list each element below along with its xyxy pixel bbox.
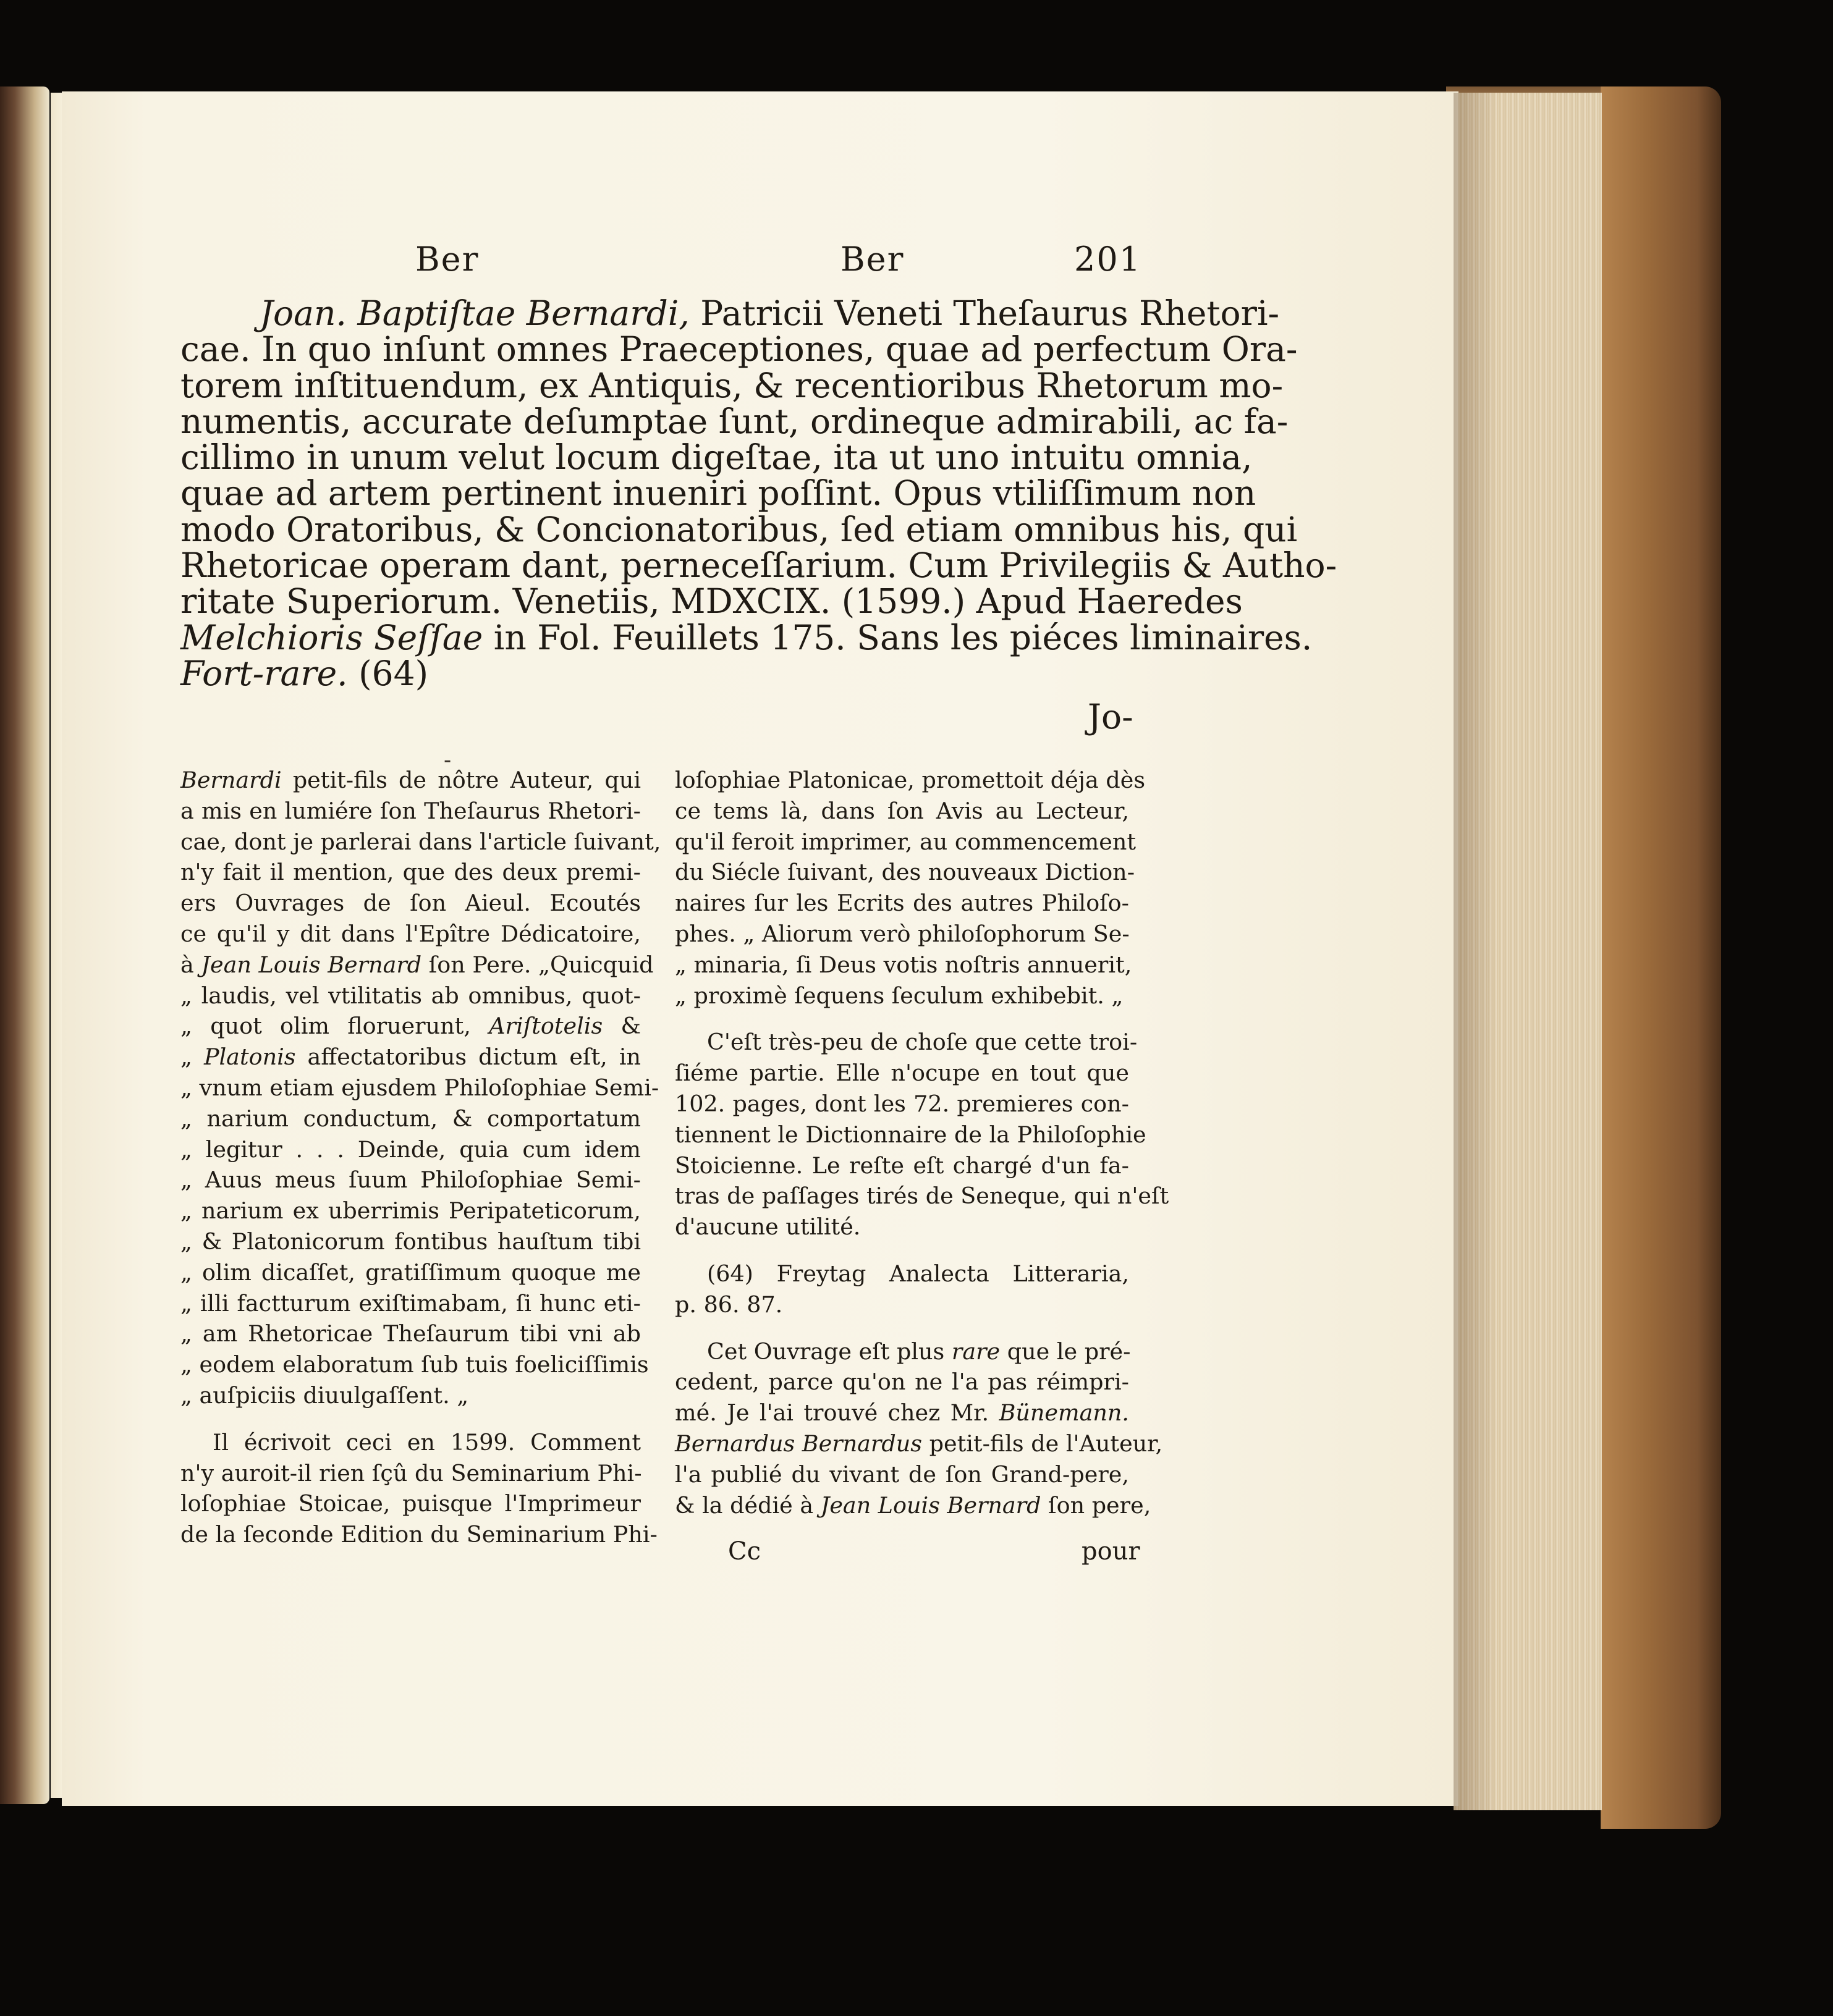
text-run: ſiéme partie. Elle n'ocupe en tout que [675,1060,1129,1087]
column-line [180,1427,641,1458]
italic-text: Bünemann. [999,1399,1129,1427]
column-line [675,1490,1151,1521]
text-run: „ am Rhetoricae Theſaurum tibi vni ab [180,1320,641,1348]
text-run: modo Oratoribus, & Concionatoribus, ſed etiam omnibus his, qui [180,509,1298,549]
column-line [180,857,641,888]
text-run: p. 86. 87. [675,1291,783,1318]
text-run: Rhetoricae operam dant, perneceſſarium. Cum Privilegiis & Autho- [180,546,1337,586]
column-line [675,1398,1129,1428]
column-line [180,1488,641,1519]
text-run: quae ad artem pertinent inueniri poſſint. Opus vtiliſſimum non [180,473,1256,513]
text-run: n'y auroit-il rien ſçû du Seminarium Phi- [180,1459,642,1487]
column-line [180,1288,641,1319]
text-run: à [180,951,201,978]
column-line [675,1150,1129,1181]
italic-text: Bernardi [180,767,282,793]
main-entry-line [180,329,1298,369]
column-line [675,888,1129,919]
column-line [675,1181,1169,1212]
column-line [180,1134,641,1165]
text-run: „ [180,1044,204,1071]
text-run: „ & Platonicorum fontibus hauſtum tibi [180,1228,641,1255]
text-run: tras de paſſages tirés de Seneque, qui n'eſt [675,1183,1169,1210]
text-run: numentis, accurate deſumptae ſunt, ordineque admirabili, ac fa- [180,401,1289,441]
text-run: affectatoribus dictum eſt, in [295,1044,641,1071]
paragraph-gap [675,1242,1129,1259]
main-entry-line [180,401,1289,441]
cover-board [1601,86,1721,1829]
text-run: n'y fait il mention, que des deux premi- [180,859,641,886]
text-run: loſophiae Platonicae, promettoit déja dès [675,767,1146,793]
text-run: „ quot olim floruerunt, [180,1013,489,1040]
text-run: ce tems là, dans ſon Avis au Lecteur, [675,797,1129,824]
text-run: (64) Freytag Analecta Litteraria, [707,1260,1129,1287]
column-line [675,765,1146,796]
text-run: Patricii Veneti Theſaurus Rhetori- [689,293,1280,333]
text-run: „ narium conductum, & comportatum [180,1105,641,1132]
column-line [675,1058,1129,1089]
column-line [675,919,1129,950]
text-run: ce qu'il y dit dans l'Epître Dédicatoire, [180,920,641,947]
text-run: „ Auus meus ſuum Philoſophiae Semi- [180,1166,641,1194]
column-line [180,950,654,981]
text-run: l'a publié du vivant de ſon Grand-pere, [675,1461,1129,1488]
signature-mark: Cc [728,1537,761,1566]
column-line [180,827,661,858]
text-run: Stoicienne. Le reſte eſt chargé d'un fa- [675,1152,1129,1179]
main-catchword: Jo- [1088,697,1133,736]
text-run: loſophiae Stoicae, puisque l'Imprimeur [180,1490,641,1517]
paragraph-gap [180,1411,641,1427]
text-run: a mis en lumiére ſon Theſaurus Rhetori- [180,797,641,824]
column-line [675,1289,1129,1320]
text-run: cae, dont je parlerai dans l'article ſuivant, [180,828,661,855]
bottom-catchword: pour [1082,1537,1140,1566]
text-run: 102. pages, dont les 72. premieres con- [675,1090,1129,1117]
text-run: „ minaria, ſi Deus votis noſtris annuerit, [675,951,1132,978]
column-line [180,1519,658,1550]
text-run: „ illi factturum exiſtimabam, ſi hunc eti- [180,1289,641,1317]
column-line [180,1380,641,1411]
text-run: cae. In quo inſunt omnes Praeceptiones, quae ad perfectum Ora- [180,329,1298,369]
paragraph-gap [675,1320,1129,1336]
column-line [180,1042,641,1073]
text-run: naires ſur les Ecrits des autres Philoſo- [675,890,1129,917]
column-line [180,1226,641,1257]
column-line [675,1367,1129,1398]
italic-text: Ariſtotelis [489,1013,603,1040]
column-line [180,1257,641,1288]
column-line [180,1165,641,1196]
main-entry-line [180,617,1313,657]
left-page-leaf [0,86,49,1804]
text-run: (64) [347,653,429,693]
column-line [180,888,641,919]
text-run: „ olim dicaſſet, gratiſſimum quoque me [180,1259,641,1286]
column-line [675,1212,1129,1242]
text-run: torem inſtituendum, ex Antiquis, & recentioribus Rhetorum mo- [180,365,1284,405]
text-run: ſon Pere. „Quicquid [421,951,654,978]
page-number: 201 [1074,240,1142,279]
text-run: petit-fils de nôtre Auteur, qui [281,767,641,793]
text-run: de la ſeconde Edition du Seminarium Phi- [180,1521,658,1548]
italic-text: Jean Louis Bernard [820,1491,1041,1519]
running-head-left: Ber [415,240,480,279]
main-entry-line [180,473,1256,513]
text-run: ſon pere, [1041,1491,1151,1519]
column-line [675,950,1132,981]
text-run: & la dédié à [675,1491,821,1519]
text-run: mé. Je l'ai trouvé chez Mr. [675,1399,999,1427]
text-run: petit-fils de l'Auteur, [922,1430,1163,1457]
text-run: C'eſt très-peu de choſe que cette troi- [707,1029,1138,1056]
main-entry-line [180,653,1133,693]
column-line [675,827,1137,858]
italic-text: Jean Louis Bernard [201,951,422,978]
column-line [675,1428,1163,1459]
text-run: „ eodem elaboratum ſub tuis foeliciſſimis [180,1351,649,1378]
main-entry-line [180,365,1284,405]
column-line [180,796,641,827]
text-run: Il écrivoit ceci en 1599. Comment [213,1428,641,1456]
text-run: phes. „ Aliorum verò philoſophorum Se- [675,920,1130,947]
italic-text: Bernardus Bernardus [675,1430,922,1457]
italic-text: rare [951,1338,1001,1365]
column-line [180,1011,641,1042]
main-entry-line [180,581,1243,622]
column-line [180,765,641,796]
column-line [180,1073,659,1103]
column-line [675,1336,1129,1367]
column-line [180,1458,641,1489]
column-line [675,981,1129,1011]
text-run: „ laudis, vel vtilitatis ab omnibus, quot- [180,982,641,1009]
paragraph-gap [675,1011,1129,1027]
text-run: Cet Ouvrage eſt plus [707,1338,952,1365]
column-line [675,857,1135,888]
column-line [675,1459,1129,1490]
text-run: cedent, parce qu'on ne l'a pas réimpri- [675,1369,1129,1396]
text-run: & [603,1013,641,1040]
main-entry-line [180,509,1298,549]
text-run: tiennent le Dictionnaire de la Philoſophie [675,1121,1146,1148]
text-run: „ legitur . . . Deinde, quia cum idem [180,1136,641,1163]
column-line [675,1027,1138,1058]
column-line [180,919,641,950]
right-footnote-column [675,765,1169,1520]
italic-text: Fort-rare. [180,653,348,693]
text-run: du Siécle ſuivant, des nouveaux Diction- [675,859,1135,886]
text-run: qu'il feroit imprimer, au commencement [675,828,1137,855]
main-entry-text [180,293,1337,693]
column-line [180,1196,641,1226]
text-run: „ narium ex uberrimis Peripateticorum, [180,1197,641,1225]
left-footnote-column [180,765,661,1550]
page-gutter-shadow [1454,93,1497,1810]
main-entry-line [180,437,1253,478]
text-run: cillimo in unum velut locum digeſtae, ita ut uno intuitu omnia, [180,437,1253,478]
italic-text: Joan. Baptiſtae Bernardi, [260,293,690,333]
column-line [675,796,1129,827]
text-run: „ auſpiciis diuulgaſſent. „ [180,1381,469,1409]
italic-text: Platonis [203,1044,296,1071]
main-entry-line [180,546,1337,586]
column-line [180,1349,649,1380]
column-line [180,1103,641,1134]
text-run: „ proximè ſequens ſeculum exhibebit. „ [675,982,1124,1009]
text-run: in Fol. Feuillets 175. Sans les piéces liminaires. [483,617,1313,657]
text-run: ers Ouvrages de ſon Aieul. Ecoutés [180,890,641,917]
text-run: ritate Superiorum. Venetiis, MDXCIX. (1599.) Apud Haeredes [180,581,1243,622]
main-entry-line [180,293,1280,333]
column-line [675,1120,1146,1150]
column-line [675,1259,1129,1289]
column-line [675,1089,1129,1120]
italic-text: Melchioris Seſſae [180,617,483,657]
section-divider: - [444,748,452,773]
text-run: d'aucune utilité. [675,1213,861,1241]
column-line [180,1318,641,1349]
running-head-center: Ber [840,240,905,279]
text-run: „ vnum etiam ejusdem Philoſophiae Semi- [180,1074,659,1101]
text-run: que le pré- [1000,1338,1131,1365]
column-line [180,981,641,1011]
